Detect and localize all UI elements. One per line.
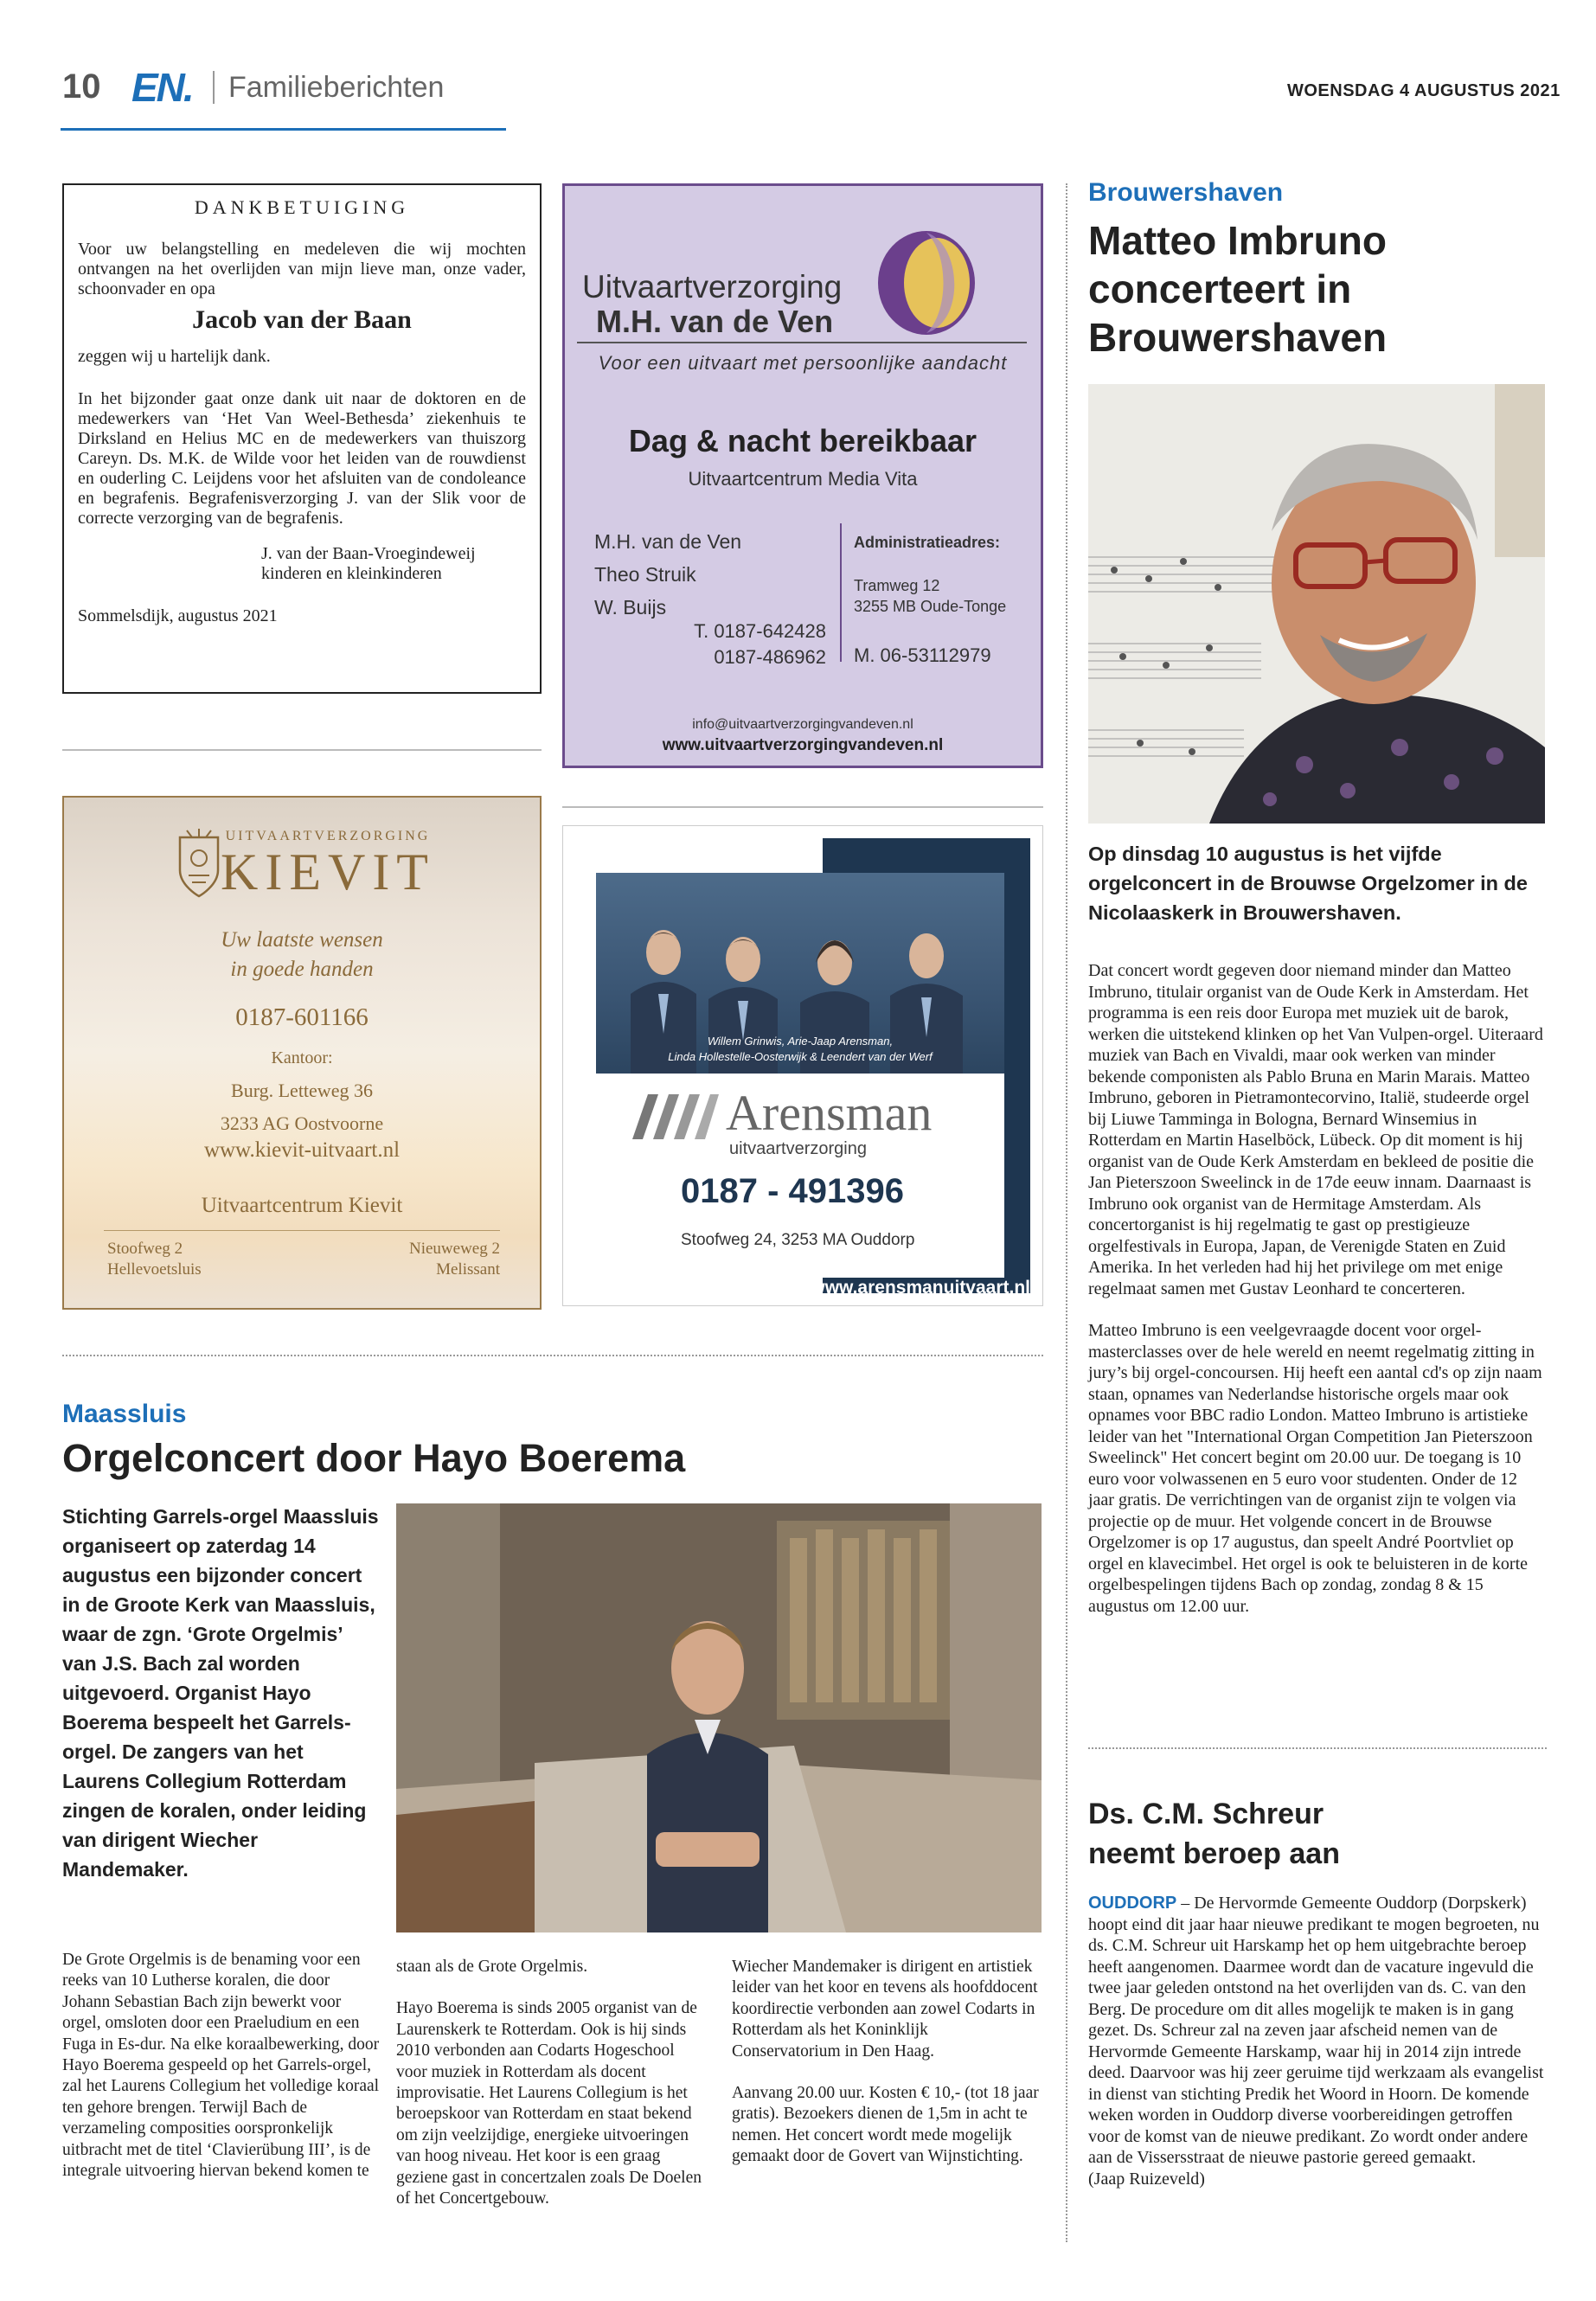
vandeven-tel-2: 0187-486962 xyxy=(714,646,826,668)
notice-title: DANKBETUIGING xyxy=(194,196,410,218)
brouwershaven-paragraph: Dat concert wordt gegeven door niemand minder dan Matteo Imbruno, titulair organist van de Oude Kerk in Amsterdam. Het programma is een reis door Europa met muziek uit de barok, werken die uitstekend klinken op het Van Vulpen-orgel. Uiteraard muziek van Bach en Vivaldi, maar ook werken van minder bekende componisten als Pablo Bruna en Marin Marais. Matteo Imbruno, geboren in Pietramontecorvino, Italië, studeerde orgel bij Liuwe Tamminga in Bologna, Bernard Winsemius in Rotterdam en Martin Haselböck, Lübeck. Op dit moment is hij organist van de Oude Kerk Amsterdam en bekleed de positie die Jan Pieterszoon Sweelinck in de 17de eeuw innam. Daarnaast is Imbruno ook organist van de Hermitage Amsterdam. Als concertorganist is hij regelmatig te gast op prestigieuze orgelfestivals in Europa, Japan, de Verenigde Staten en Zuid Amerika. In het verleden had hij het privilege om met enige regelmaat samen met Gustav Leonhard te concerteren. xyxy=(1088,961,1543,1298)
kievit-location-right xyxy=(409,1239,500,1280)
maassluis-headline: Orgelconcert door Hayo Boerema xyxy=(62,1436,686,1480)
maassluis-col-3 xyxy=(732,1957,1040,2189)
vandeven-subline: Uitvaartcentrum Media Vita xyxy=(688,468,918,490)
kievit-city: 3233 AG Oostvoorne xyxy=(220,1112,384,1134)
church-organist-icon xyxy=(396,1503,1042,1932)
vandeven-admin-label: Administratieadres: xyxy=(854,534,1001,551)
header-rule xyxy=(61,128,506,131)
notice-thanks: zeggen wij u hartelijk dank. xyxy=(78,347,271,366)
vandeven-tel-1: T. 0187-642428 xyxy=(694,620,826,642)
maassluis-lead: Stichting Garrels-orgel Maassluis organiseert op zaterdag 14 augustus een bijzonder concert in de Groote Kerk van Maassluis, waar de zgn. ‘Grote Orgelmis’ van J.S. Bach zal worden uitgevoerd. Organist Hayo Boerema bespeelt het Garrels-orgel. De zangers van het Laurens Collegium Rotterdam zingen de koralen, onder leiding van dirigent Wiecher Mandemaker. xyxy=(62,1505,379,1881)
arensman-logo-icon xyxy=(632,1094,719,1139)
kievit-office xyxy=(64,1042,540,1140)
brouwershaven-headline-3: Brouwershaven xyxy=(1088,315,1388,360)
kievit-phone: 0187-601166 xyxy=(235,1003,369,1031)
header-separator xyxy=(213,71,215,104)
kievit-advertisement xyxy=(62,796,542,1310)
schreur-paragraph: – De Hervormde Gemeente Ouddorp (Dorpskerk) hoopt eind dit jaar haar nieuwe predikant te mogen begroeten, nu ds. C.M. Schreur uit Harskamp het op hem uitgebrachte beroep heeft aangenomen. Daarmee wordt dan de vacature ingevuld die twee jaar geleden ontstond na het overlijden van ds. C. van den Berg. De procedure om dit alles mogelijk te maken is in gang gezet. Ds. Schreur zal na zeven jaar afscheid nemen van de Hervormde Gemeente Harskamp, waar hij in 2014 zijn intrede deed. Daarvoor was hij zeer geruime tijd werkzaam als evangelist in dienst van stichting Predik het Woord in Hoorn. De komende weken worden in Ouddorp diverse voorbereidingen getroffen voor de komst van de nieuwe predikant. Zo wordt onder andere aan de Vissersstraat de nieuwe pastorie gereed gemaakt. xyxy=(1088,1894,1544,2167)
vandeven-name: M.H. van de Ven xyxy=(594,530,742,553)
vandeven-website: www.uitvaartverzorgingvandeven.nl xyxy=(662,736,944,754)
section-separator xyxy=(1088,1747,1547,1749)
kievit-website: www.kievit-uitvaart.nl xyxy=(203,1138,401,1162)
signature-line-2: kinderen en kleinkinderen xyxy=(261,564,442,583)
vandeven-admin-city: 3255 MB Oude-Tonge xyxy=(854,598,1007,615)
schreur-credit: (Jaap Ruizeveld) xyxy=(1088,2169,1205,2189)
maassluis-paragraph: Wiecher Mandemaker is dirigent en artistiek leider van het koor en tevens als hoofddocent koordirectie verbonden aan zowel Codarts in Rotterdam als het Koninklijk Conservatorium in Den Haag. xyxy=(732,1958,1038,2061)
maassluis-paragraph: Aanvang 20.00 uur. Kosten € 10,- (tot 18 jaar gratis). Bezoekers dienen de 1,5m in acht te nemen. Het concert wordt mede mogelijk gemaakt door de Govert van Wijnstichting. xyxy=(732,2084,1039,2166)
kievit-slogan-2: in goede handen xyxy=(230,958,374,981)
arensman-caption xyxy=(596,1034,1004,1065)
vandeven-name: Theo Struik xyxy=(594,563,696,586)
page-number: 10 xyxy=(62,67,101,106)
vandeven-admin-street: Tramweg 12 xyxy=(854,577,940,594)
kievit-rule xyxy=(104,1230,500,1231)
kievit-slogan xyxy=(64,926,540,984)
kievit-left-street: Stoofweg 2 xyxy=(107,1240,183,1258)
signature-line-1: J. van der Baan-Vroegindeweij xyxy=(261,544,476,563)
kievit-street: Burg. Letteweg 36 xyxy=(231,1080,373,1101)
deceased-name: Jacob van der Baan xyxy=(192,305,412,334)
issue-date: WOENSDAG 4 AUGUSTUS 2021 xyxy=(1287,81,1561,100)
organist-portrait-icon xyxy=(1088,384,1545,824)
section-name: Familieberichten xyxy=(228,71,445,104)
brouwershaven-headline-1: Matteo Imbruno xyxy=(1088,218,1387,263)
vandeven-email: info@uitvaartverzorgingvandeven.nl xyxy=(692,717,913,732)
maassluis-paragraph: staan als de Grote Orgelmis. xyxy=(396,1958,588,1976)
vandeven-logo-icon xyxy=(866,226,996,338)
arensman-address: Stoofweg 24, 3253 MA Ouddorp xyxy=(681,1231,915,1249)
notice-intro: Voor uw belangstelling en medeleven die wij mochten ontvangen na het overlijden van mijn lieve man, onze vader, schoonvader en opa xyxy=(78,240,526,298)
maassluis-col-1 xyxy=(62,1950,381,2202)
arensman-caption-1: Willem Grinwis, Arie-Jaap Arensman, xyxy=(707,1035,894,1048)
newspaper-logo: EN. xyxy=(131,65,193,110)
vandeven-names xyxy=(594,525,741,624)
vandeven-admin-address xyxy=(854,532,1006,617)
vandeven-mobile: M. 06-53112979 xyxy=(854,644,991,666)
divider xyxy=(62,749,542,751)
vandeven-name: W. Buijs xyxy=(594,596,667,619)
vandeven-title-2: M.H. van de Ven xyxy=(596,304,834,339)
brouwershaven-headline xyxy=(1088,216,1387,362)
brouwershaven-headline-2: concerteert in xyxy=(1088,266,1352,311)
kievit-centrum: Uitvaartcentrum Kievit xyxy=(201,1194,403,1217)
vandeven-advertisement xyxy=(562,183,1043,768)
kievit-left-city: Hellevoetsluis xyxy=(107,1260,202,1279)
section-separator xyxy=(62,1355,1043,1356)
vandeven-rule xyxy=(577,342,1027,343)
notice-signature xyxy=(261,544,526,584)
maassluis-col-2 xyxy=(396,1957,704,2230)
kievit-brand: KIEVIT xyxy=(221,843,435,901)
schreur-headline-1: Ds. C.M. Schreur xyxy=(1088,1798,1324,1830)
arensman-advertisement xyxy=(562,825,1043,1306)
vandeven-title-1: Uitvaartverzorging xyxy=(582,269,843,304)
dankbetuiging-notice xyxy=(62,183,542,694)
kievit-brand-small: UITVAARTVERZORGING xyxy=(225,829,431,843)
divider xyxy=(562,806,1043,808)
vandeven-phones xyxy=(679,619,826,670)
maassluis-kicker: Maassluis xyxy=(62,1400,187,1428)
notice-place-date: Sommelsdijk, augustus 2021 xyxy=(78,606,278,625)
kievit-location-left xyxy=(107,1239,202,1280)
arensman-website: www.arensmanuitvaart.nl xyxy=(811,1278,1030,1298)
vandeven-divider xyxy=(840,523,842,662)
maassluis-paragraph: De Grote Orgelmis is de benaming voor een reeks van 10 Lutherse koralen, die door Johann Sebastian Bach zijn bewerkt voor orgel, omsloten door een Praeludium en een Fuga in Es-dur. Na elke koraalbewerking, door Hayo Boerema gespeeld op het Garrels-orgel, zal het Laurens Collegium het volledige koraal ten gehore brengen. Terwijl Bach de verzameling composities oorspronkelijk uitbracht met de titel ‘Clavierübung III’, is de integrale uitvoering hiervan bekend komen te xyxy=(62,1951,380,2181)
brouwershaven-paragraph: Matteo Imbruno is een veelgevraagde docent voor orgel-masterclasses over de hele wereld en neemt regelmatig zitting in jury’s bij orgel-concoursen. Hij heeft een aantal cd's op zijn naam staan, opnames van Nederlandse historische orgels maar ook opnames voor BBC radio London. Matteo Imbruno is artistieke leider van het "International Organ Competition Jan Pieterszoon Sweelinck" Het concert begint om 20.00 uur. De toegang is 10 euro voor volwassenen en 5 euro voor studenten. Onder de 12 jaar gratis. De verrichtingen van de organist zijn te volgen via projectie op de muur. Het volgende concert in de Brouwse Orgelzomer is op 17 augustus, dan speelt André Poortvliet op orgel en klavecimbel. Het orgel is ook te beluisteren in de korte orgelbespelingen tijdens Bach op zondag, zondag 8 & 15 augustus om 12.00 uur. xyxy=(1088,1321,1542,1616)
kievit-slogan-1: Uw laatste wensen xyxy=(221,928,383,952)
notice-body: In het bijzonder gaat onze dank uit naar de doktoren en de medewerkers van ‘Het Van Weel-Bethesda’ ziekenhuis te Dirksland en Helius MC en de medewerkers van thuiszorg Careyn. Ds. M.K. de Wilde voor het leiden van de rouwdienst en ouderling C. Leijdens voor het afsluiten van de condoleance en begrafenis. Begrafenisverzorging J. van der Slik voor de correcte verzorging van de begrafenis. xyxy=(78,389,526,528)
organist-photo xyxy=(396,1503,1042,1932)
schreur-headline-2: neemt beroep aan xyxy=(1088,1837,1340,1870)
schreur-headline xyxy=(1088,1794,1340,1874)
arensman-phone: 0187 - 491396 xyxy=(681,1172,905,1210)
arensman-brand: Arensman xyxy=(726,1085,933,1141)
arensman-brand-sub: uitvaartverzorging xyxy=(729,1139,867,1158)
schreur-body xyxy=(1088,1893,1547,2189)
schreur-kicker: OUDDORP xyxy=(1088,1894,1177,1913)
brouwershaven-kicker: Brouwershaven xyxy=(1088,178,1284,207)
brouwershaven-lead: Op dinsdag 10 augustus is het vijfde orgelconcert in de Brouwse Orgelzomer in de Nicolaaskerk in Brouwershaven. xyxy=(1088,843,1528,924)
vandeven-tagline: Voor een uitvaart met persoonlijke aandacht xyxy=(598,352,1008,374)
column-separator xyxy=(1066,183,1067,2242)
maassluis-paragraph: Hayo Boerema is sinds 2005 organist van de Laurenskerk te Rotterdam. Ook is hij sinds 2010 verbonden aan Codarts Hogeschool voor muziek in Rotterdam als docent improvisatie. Het Laurens Collegium is het beroepskoor van Rotterdam en staat bekend om zijn veelzijdige, energieke uitvoeringen van hoog niveau. Het koor is een graag geziene gast in concertzalen zoals De Doelen of het Concertgebouw. xyxy=(396,1999,702,2208)
vandeven-headline: Dag & nacht bereikbaar xyxy=(628,423,977,458)
kievit-office-label: Kantoor: xyxy=(271,1048,333,1067)
arensman-caption-2: Linda Hollestelle-Oosterwijk & Leendert van der Werf xyxy=(668,1050,933,1063)
kievit-right-street: Nieuweweg 2 xyxy=(409,1240,500,1258)
matteo-imbruno-photo xyxy=(1088,384,1545,824)
brouwershaven-body xyxy=(1088,960,1547,1638)
kievit-right-city: Melissant xyxy=(436,1260,500,1279)
